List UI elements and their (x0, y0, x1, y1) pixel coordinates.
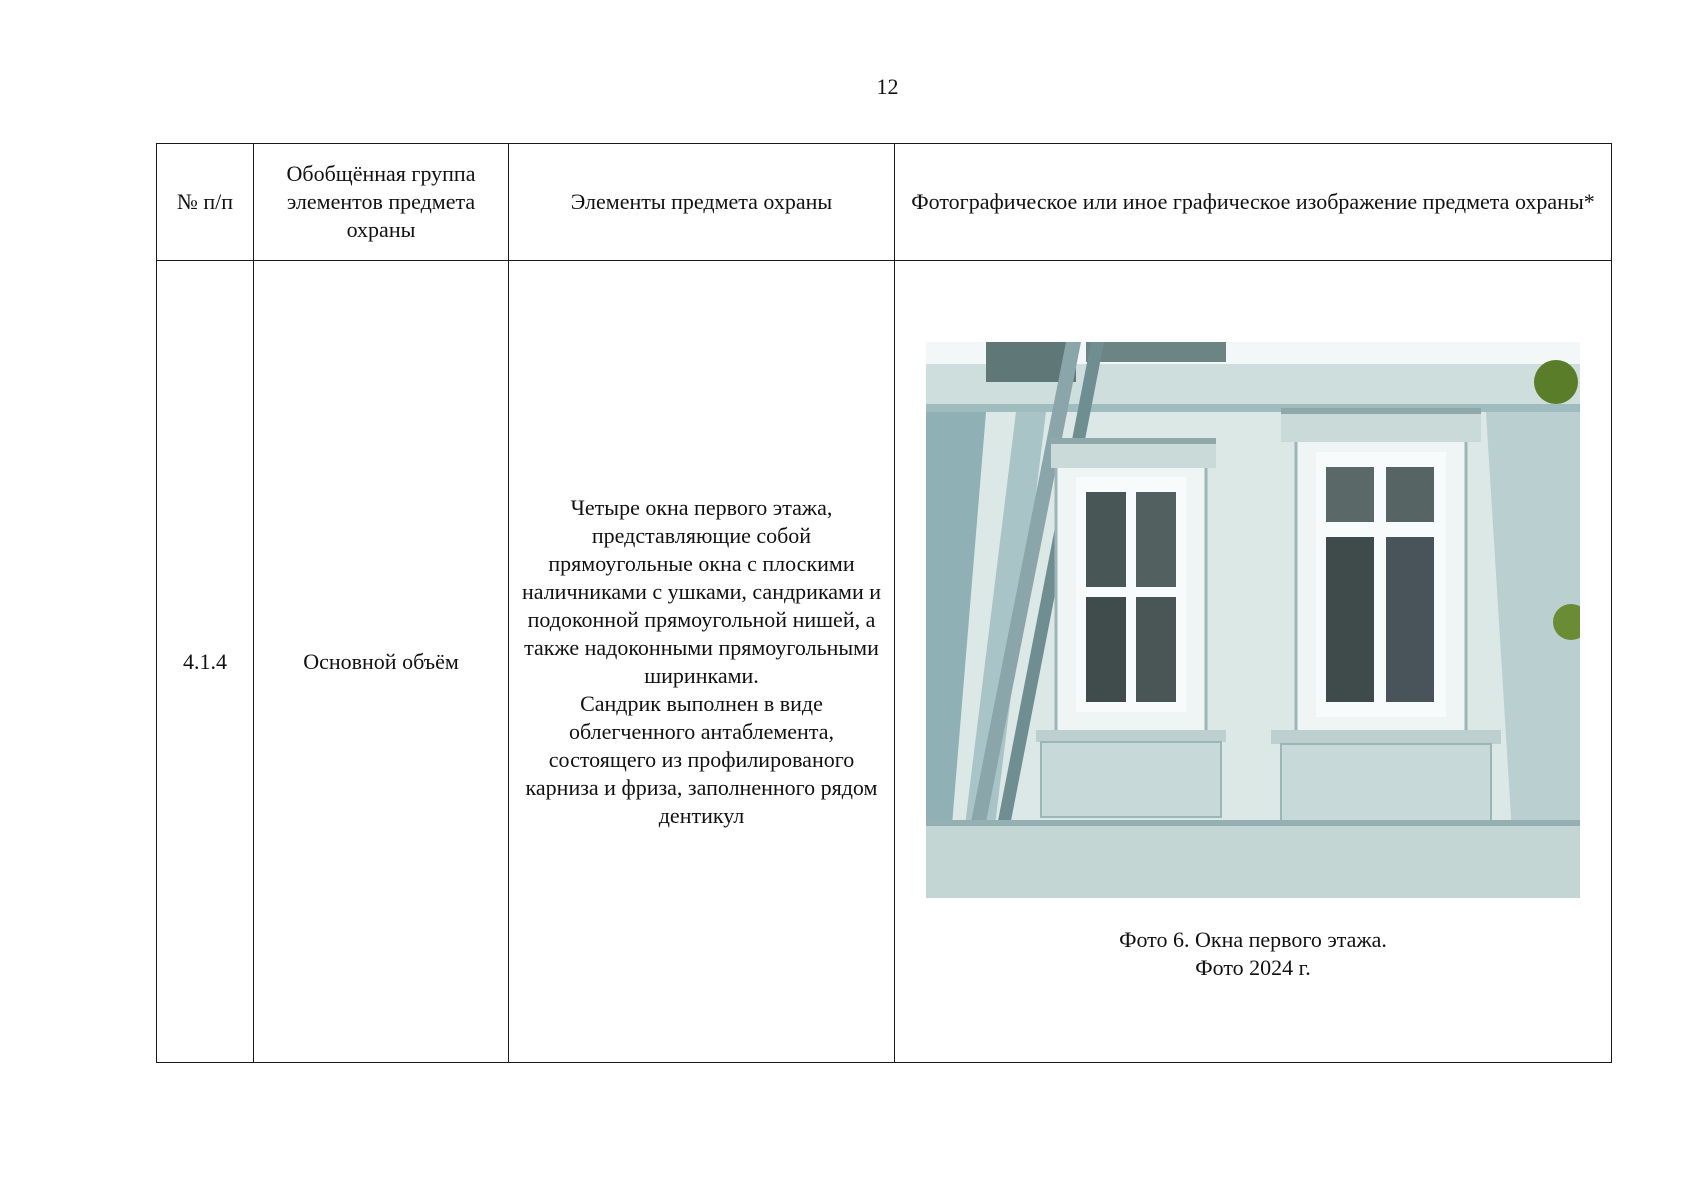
right-window-pane-1 (1326, 537, 1374, 702)
protection-subject-table (156, 143, 1612, 1063)
elements-description-sandrik: Сандрик выполнен в виде облегченного антаблемента, состоящего из профилированого карниза и фриза, заполненного рядом дентикул (525, 690, 878, 828)
right-window-pane-2 (1386, 537, 1434, 702)
left-window-pane-1 (1086, 492, 1126, 587)
left-windowsill (1036, 730, 1226, 742)
header-elements: Элементы предмета охраны (509, 144, 895, 261)
table-row (157, 261, 1612, 1063)
row-num: 4.1.4 (157, 261, 254, 1063)
left-window-pane-4 (1136, 597, 1176, 702)
left-sandrik-shadow (1051, 438, 1216, 444)
right-window-transom-1 (1326, 467, 1374, 522)
building-photo (926, 342, 1580, 898)
header-num: № п/п (157, 144, 254, 261)
elements-description: Четыре окна первого этажа, представляющие собой прямоугольные окна с плоскими наличниками с ушками, сандриками и подоконной прямоугольной нишей, а также надоконными прямоугольными ширинками. (521, 494, 882, 688)
windows-photo-illustration (926, 342, 1580, 898)
caption-line-1: Фото 6. Окна первого этажа. (1119, 926, 1387, 952)
page-number: 12 (876, 74, 899, 99)
right-sill-niche (1281, 744, 1491, 824)
header-image: Фотографическое или иное графическое изображение предмета охраны* (895, 144, 1612, 261)
photo-caption (907, 926, 1599, 982)
table-header-row (157, 144, 1612, 261)
upper-window-mid (1086, 342, 1226, 362)
foliage-top (1534, 360, 1578, 404)
left-sandrik (1051, 442, 1216, 468)
cornice-shadow (926, 404, 1580, 412)
caption-line-2: Фото 2024 г. (1195, 954, 1311, 980)
plinth-ledge (926, 820, 1580, 826)
row-elements (509, 261, 895, 1063)
plinth (926, 822, 1580, 898)
row-image (895, 261, 1612, 1063)
left-sill-niche (1041, 742, 1221, 817)
header-group: Обобщённая группа элементов предмета охраны (254, 144, 509, 261)
left-window-pane-3 (1086, 597, 1126, 702)
right-sandrik-shadow (1281, 408, 1481, 414)
row-group: Основной объём (254, 261, 509, 1063)
right-window-transom-2 (1386, 467, 1434, 522)
right-windowsill (1271, 730, 1501, 744)
right-sandrik (1281, 412, 1481, 442)
left-window-pane-2 (1136, 492, 1176, 587)
